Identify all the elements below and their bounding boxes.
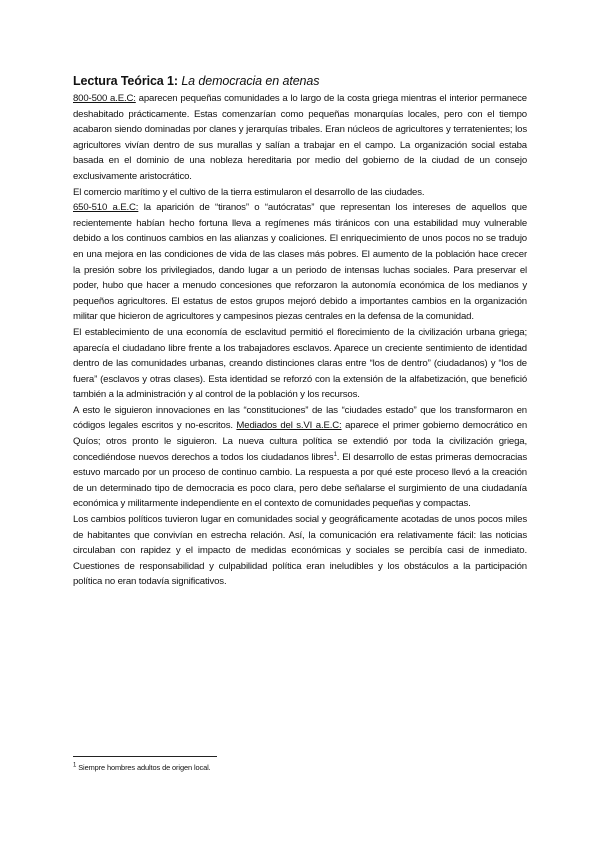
page-title (73, 74, 527, 88)
footnote-number: 1 (73, 762, 77, 769)
paragraph-6-text: Los cambios políticos tuvieron lugar en comunidades social y geográficamente acotadas de unos pocos miles de habitantes que convivían en estrecha relación. Así, la comunicación era relativamente fácil: las noticias circulaban con rapidez y el impacto de medidas económicas y sociales se percibía casi de inmediato. Cuestiones de responsabilidad y culpabilidad política eran ineludibles y los obstáculos a la participación política no eran todavía significativos. (73, 514, 527, 588)
paragraph-5-text-b: aparece el primer gobierno democrático en Quíos; otros pronto le siguieron. La nueva cultura política se extendió por toda la civilización griega, concediéndose nuevos derechos a todos los ciudadanos libres (73, 420, 528, 463)
paragraph-3-text: la aparición de “tiranos” o “autócratas” que representan los intereses de aquellos que recientemente habían hecho fortuna lleva a regímenes más tiránicos con una estabilidad muy vulnerable debido a los continuos cambios en las alianzas y coaliciones. El enriquecimiento de unos pocos no se tradujo en una mejora en las condiciones de vida de las clases más pobres. El aumento de la población hace crecer la presión sobre los privilegiados, dando lugar a un periodo de intensas luchas sociales. Para preservar el poder, hubo que hacer a menudo concesiones que reforzaron la autonomía económica de los medianos y pequeños agricultores. El estatus de estos grupos mejoró debido a importantes cambios en la organización militar que hicieron de agricultores y campesinos piezas centrales en la defensa de la comunidad. (73, 202, 527, 323)
date-label-mid-vi: Mediados del s.VI a.E.C: (236, 420, 342, 432)
paragraph-4-text: El establecimiento de una economía de esclavitud permitió el florecimiento de la civilización urbana griega; aparecía el ciudadano libre frente a los trabajadores esclavos. Aparece un creciente sentimiento de identidad dentro de las comunidades urbanas, creando distinciones claras entre “los de dentro” (ciudadanos) y “los de fuera” (esclavos y otras clases). Esta identidad se reforzó con la extensión de la alfabetización, que benefició también a la administración y al control de la población y los recursos. (73, 326, 527, 401)
date-label-800-500: 800-500 a.E.C: (73, 93, 136, 104)
title-italic: La democracia en atenas (181, 74, 320, 88)
document-body (73, 74, 527, 590)
paragraph-6 (73, 512, 527, 590)
paragraph-2-text: El comercio marítimo y el cultivo de la tierra estimularon el desarrollo de las ciudades. (73, 186, 425, 198)
paragraph-1 (73, 91, 527, 185)
footnote-reference[interactable]: 1 (333, 451, 337, 458)
paragraph-5-text-a: A esto le siguieron innovaciones en las “constituciones” de las “ciudades estado” que los transformaron en códigos legales escritos y no-escritos. (73, 404, 527, 432)
footnote-text: Siempre hombres adultos de origen local. (76, 763, 211, 772)
paragraph-4 (73, 325, 527, 403)
footnote-separator (73, 756, 217, 757)
paragraph-3 (73, 200, 527, 325)
paragraph-5-text-c: . El desarrollo de estas primeras democracias estuvo marcado por un proceso de continuo cambio. La respuesta a por qué este proceso llevó a la creación de un determinado tipo de democracia es poco clara, pero debe señalarse el surgimiento de una ciudadanía económica y militarmente independiente en el contexto de comunidades pequeñas y compactas. (73, 451, 527, 510)
paragraph-5 (73, 403, 527, 512)
date-label-650-510: 650-510 a.E.C: (73, 202, 139, 214)
paragraph-1-text: aparecen pequeñas comunidades a lo largo de la costa griega mientras el interior permanece deshabitado prácticamente. Estas comenzarían como pequeñas monarquías locales, pero con el tiempo acabaron siendo dominadas por clanes y jerarquías tribales. Eran núcleos de agricultores y terratenientes; los agricultores vivían dentro de sus murallas y salían a trabajar en el campo. La organización social estaba basada en el dominio de una nobleza hereditaria por medio del gobierno de la ciudad de un consejo exclusivamente aristocrático. (73, 93, 527, 182)
paragraph-2 (73, 185, 527, 201)
footnote (73, 763, 211, 772)
title-prefix: Lectura Teórica 1: (73, 74, 182, 88)
